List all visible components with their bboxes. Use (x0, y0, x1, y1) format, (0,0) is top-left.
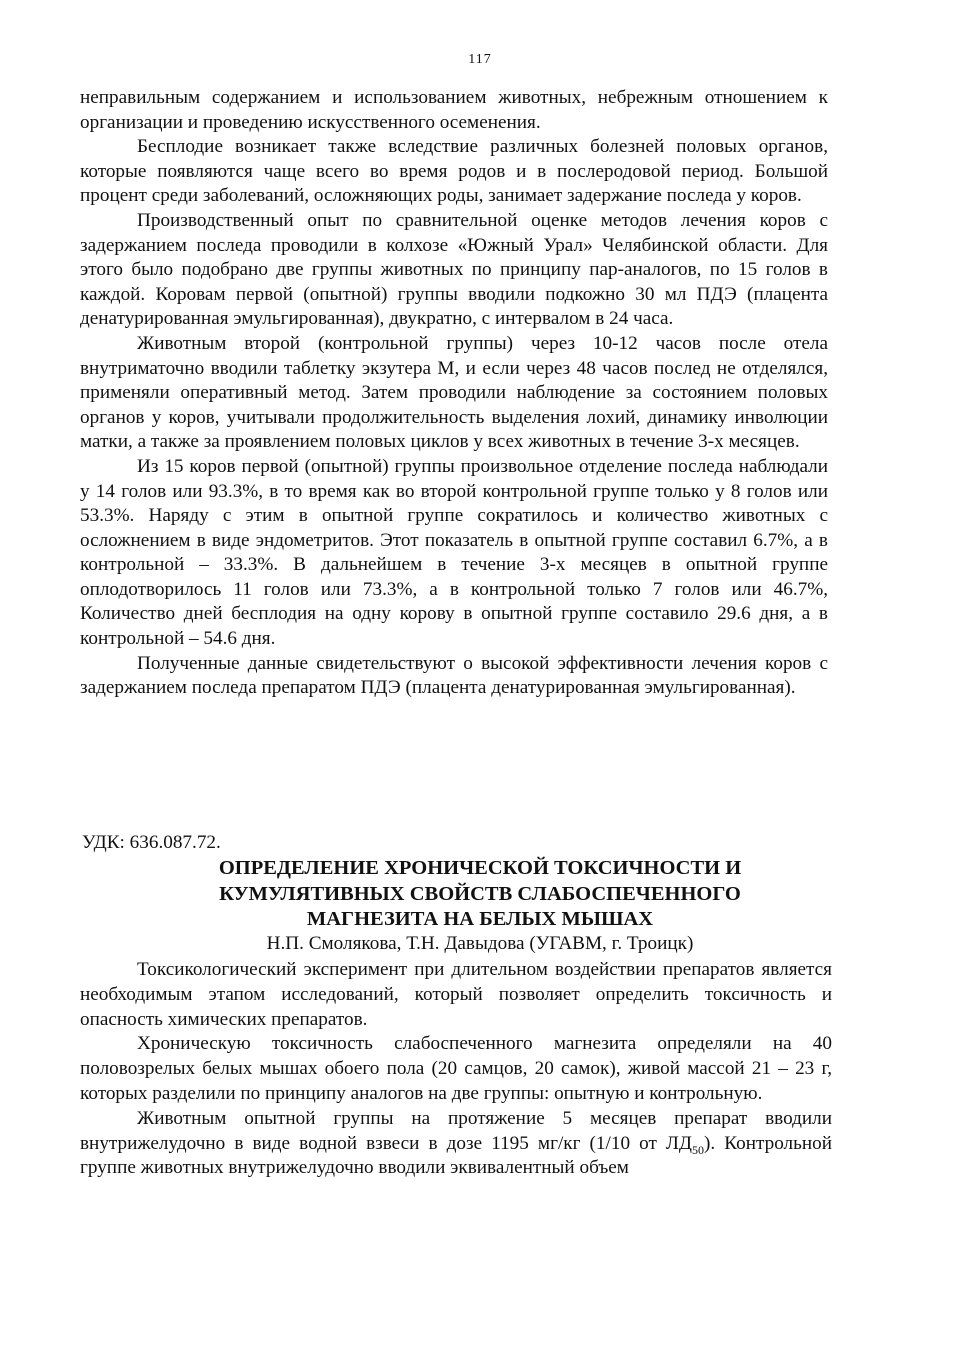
paragraph-2: Бесплодие возникает также вследствие различных болезней половых органов, которые появляются чаще всего во время родов и в послеродовой период. Большой процент среди заболеваний, осложняющих роды, занимает задержание последа у коров. (80, 136, 828, 207)
paragraph-3: Производственный опыт по сравнительной оценке методов лечения коров с задержанием последа проводили в колхозе «Южный Урал» Челябинской области. Для этого было подобрано две группы животных по принципу пар-аналогов, по 15 голов в каждой. Коровам первой (опытной) группы вводили подкожно 30 мл ПДЭ (плацента денатурированная эмульгированная), двукратно, с интервалом в 24 часа. (80, 209, 828, 330)
paragraph-5: Из 15 коров первой (опытной) группы произвольное отделение последа наблюдали у 14 голов или 93.3%, в то время как во второй контрольной группе только у 8 голов или 53.3%. Наряду с этим в опытной группе сократилось и количество животных с осложнением в виде эндометритов. Этот показатель в опытной группе составил 6.7%, а в контрольной – 33.3%. В дальнейшем в течение 3-х месяцев в опытной группе оплодотворилось 11 голов или 73.3%, а в контрольной только 7 голов или 46.7%, Количество дней бесплодия на одну корову в опытной группе составило 29.6 дня, а в контрольной – 54.6 дня. (80, 455, 828, 650)
title-line-3: МАГНЕЗИТА НА БЕЛЫХ МЫШАХ (306, 908, 654, 930)
paragraph-7: Токсикологический эксперимент при длительном воздействии препаратов является необходимым этапом исследований, который позволяет определить токсичность и опасность химических препаратов. (80, 959, 832, 1030)
article-1-body (80, 86, 828, 701)
title-line-2: КУМУЛЯТИВНЫХ СВОЙСТВ СЛАБОСПЕЧЕННОГО (219, 882, 741, 905)
paragraph-8: Хроническую токсичность слабоспеченного магнезита определяли на 40 половозрелых белых мышах обоего пола (20 самцов, 20 самок), живой массой 21 – 23 г, которых разделили по принципу аналогов на две группы: опытную и контрольную. (80, 1033, 832, 1104)
article-2-title (80, 856, 880, 933)
paragraph-9-part-2: ). Контрольной группе животных внутрижелудочно вводили эквивалентный объем (80, 1132, 833, 1179)
udk-code: УДК: 636.087.72. (82, 832, 221, 853)
paragraph-6: Полученные данные свидетельствуют о высокой эффективности лечения коров с задержанием последа препаратом ПДЭ (плацента денатурированная эмульгированная). (80, 652, 828, 699)
paragraph-4: Животным второй (контрольной группы) через 10-12 часов после отела внутриматочно вводили таблетку экзутера М, и если через 48 часов послед не отделялся, применяли оперативный метод. Затем проводили наблюдение за состоянием половых органов у коров, учитывали продолжительность выделения лохий, динамику инволюции матки, а также за проявлением половых циклов у всех животных в течение 3-х месяцев. (80, 332, 828, 453)
article-2-body (80, 958, 832, 1181)
paragraph-9 (80, 1107, 832, 1181)
title-line-1: ОПРЕДЕЛЕНИЕ ХРОНИЧЕСКОЙ ТОКСИЧНОСТИ И (218, 857, 742, 879)
ld-subscript: 50 (692, 1142, 705, 1157)
paragraph-1: неправильным содержанием и использованием животных, небрежным отношением к организации и проведению искусственного осеменения. (80, 87, 828, 133)
page-number: 117 (468, 52, 492, 67)
authors-line: Н.П. Смолякова, Т.Н. Давыдова (УГАВМ, г. Троицк) (266, 933, 694, 954)
paragraph-9-part-1: Животным опытной группы на протяжение 5 месяцев препарат вводили внутрижелудочно в виде водной взвеси в дозе 1195 мг/кг (1/10 от ЛД (80, 1107, 832, 1154)
